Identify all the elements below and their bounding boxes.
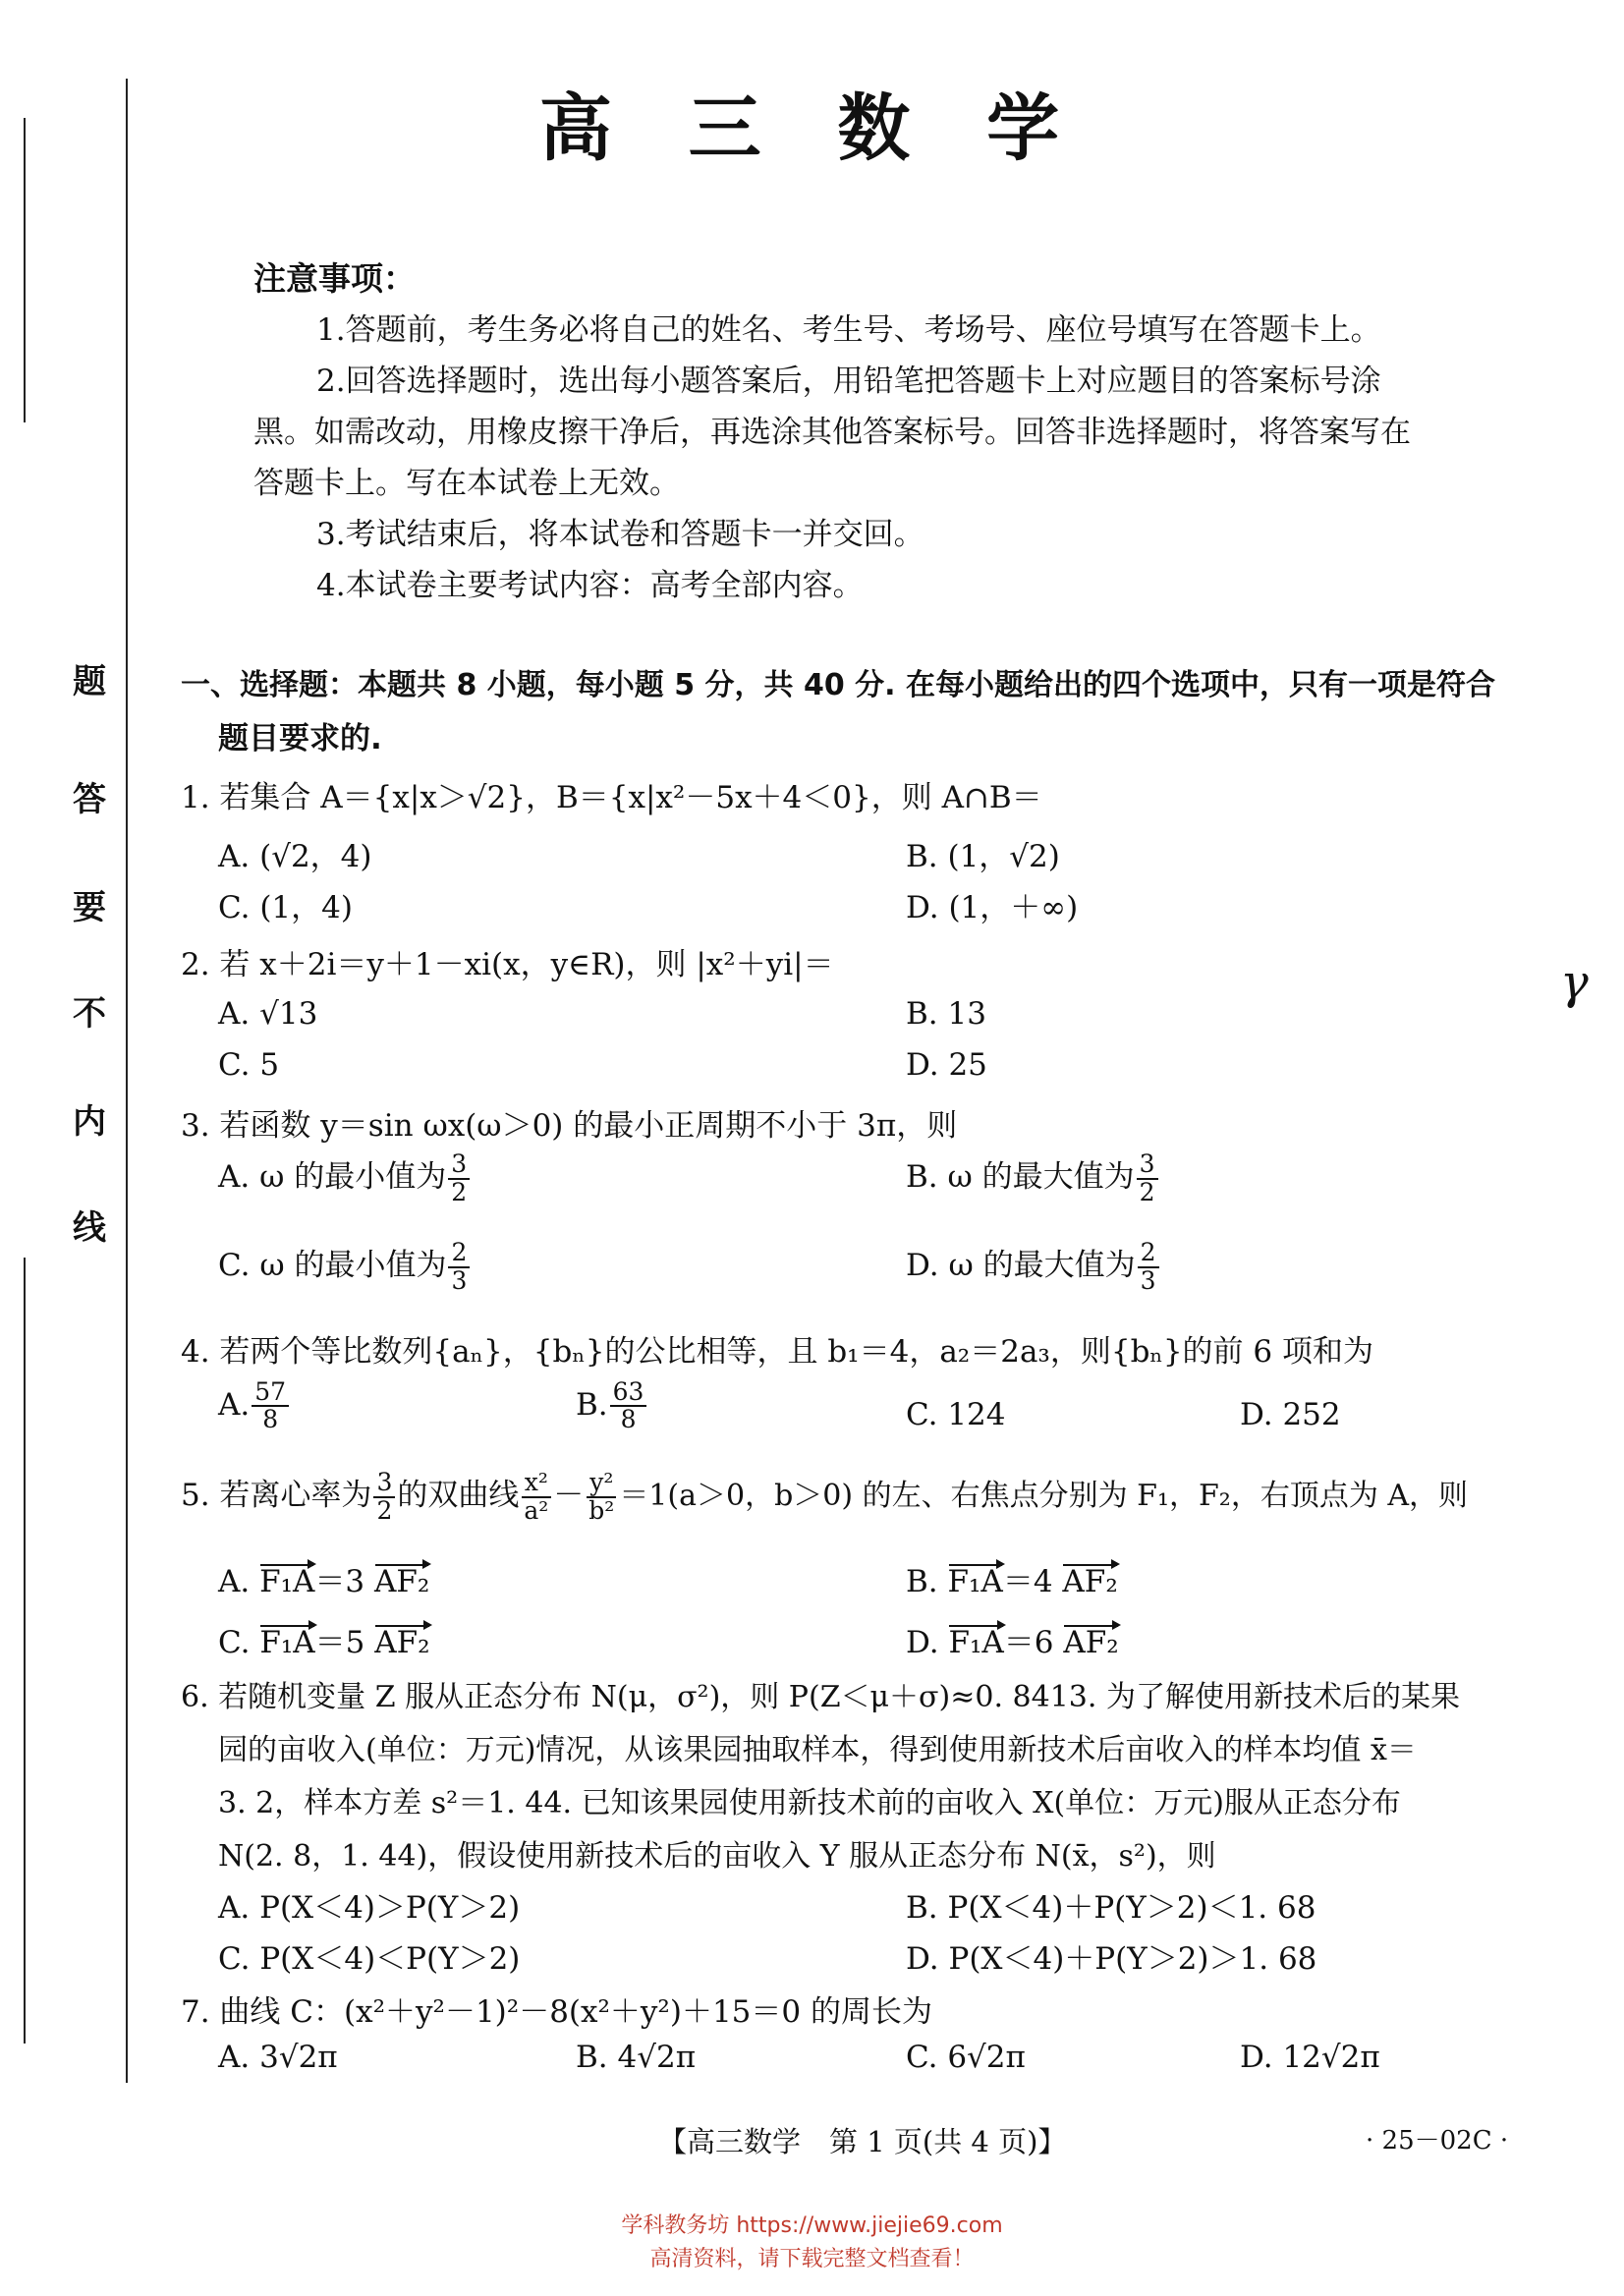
option-b: B. (1，√2) [906,839,1060,874]
fraction [448,1151,470,1205]
option-c [218,1240,472,1294]
fraction-numerator: 2 [1138,1240,1159,1267]
vector: AF₂ [374,1564,430,1599]
notice-item: 4.本试卷主要考试内容：高考全部内容。 [316,568,864,603]
option-c: C. 6√2π [906,2040,1026,2075]
option-label: B. [906,1564,938,1599]
watermark-line: 高清资料，请下载完整文档查看！ [649,2247,975,2271]
handwritten-mark: γ [1560,955,1589,1010]
option-c: C. 124 [906,1397,1006,1432]
fraction [252,1379,289,1433]
vector: AF₂ [1063,1625,1119,1660]
stem-text: 5. 若离心率为 [181,1478,372,1513]
exam-code: · 25－02C · [1366,2126,1509,2156]
question-stem: 2. 若 x＋2i＝y＋1－xi(x，y∈R)，则 |x²＋yi|＝ [181,947,834,982]
fraction [373,1470,395,1524]
coefficient: ＝3 [314,1564,365,1599]
notice-item: 2.回答选择题时，选出每小题答案后，用铅笔把答题卡上对应题目的答案标号涂 [316,364,1381,399]
option-d: D. P(X＜4)＋P(Y＞2)＞1. 68 [906,1941,1317,1977]
option-label: A. [218,1386,251,1423]
fraction-numerator: 3 [448,1151,470,1179]
section-heading: 一、选择题：本题共 8 小题，每小题 5 分，共 40 分. 在每小题给出的四个选项中，只有一项是符合 [181,668,1496,702]
option-label: D. [906,1625,939,1660]
option-d [906,1617,1119,1661]
vector: F₁A [259,1625,315,1660]
option-b [906,1556,1118,1600]
question-stem-cont: 3. 2，样本方差 s²＝1. 44. 已知该果园使用新技术前的亩收入 X(单位：万元)服从正态分布 [218,1786,1401,1820]
option-c: C. P(X＜4)＜P(Y＞2) [218,1941,521,1977]
fraction [610,1379,647,1433]
seal-char: 线 [73,1208,106,1248]
coefficient: ＝5 [314,1625,365,1660]
option-text: A. ω 的最小值为 [218,1159,447,1195]
question-stem: 1. 若集合 A＝{x|x＞√2}，B＝{x|x²－5x＋4＜0}，则 A∩B＝ [181,780,1042,815]
option-b: B. 13 [906,996,986,1032]
option-text: D. ω 的最大值为 [906,1248,1136,1283]
option-d: D. 252 [1240,1397,1341,1432]
page-title: 高 三 数 学 [538,86,1086,171]
question-stem: 6. 若随机变量 Z 服从正态分布 N(μ，σ²)，则 P(Z＜μ＋σ)≈0. 8413. 为了解使用新技术后的某果 [181,1680,1460,1714]
page-footer: 【高三数学 第 1 页(共 4 页)】 [658,2125,1067,2158]
fraction-denominator: 8 [620,1405,637,1434]
seal-char: 不 [73,994,106,1034]
fraction-denominator: 3 [1140,1265,1156,1295]
stem-text: ＝1(a＞0，b＞0) 的左、右焦点分别为 F₁，F₂，右顶点为 A，则 [619,1479,1469,1513]
question-stem: 3. 若函数 y＝sin ωx(ω＞0) 的最小正周期不小于 3π，则 [181,1108,958,1144]
option-b [906,1151,1160,1205]
fraction-numerator: 57 [252,1379,289,1407]
option-label: B. [576,1386,608,1423]
option-a [218,1379,291,1433]
notice-item: 1.答题前，考生务必将自己的姓名、考生号、考场号、座位号填写在答题卡上。 [316,312,1381,348]
fraction-denominator: 8 [262,1405,279,1434]
option-c: C. (1，4) [218,890,353,925]
notice-heading: 注意事项： [253,259,416,298]
fraction-numerator: 63 [610,1379,647,1407]
notice-item: 3.考试结束后，将本试卷和答题卡一并交回。 [316,517,924,552]
option-text: B. ω 的最大值为 [906,1159,1135,1195]
fraction-denominator: 3 [451,1265,468,1295]
margin-rule-left-2 [24,1258,26,2044]
section-heading-cont: 题目要求的. [218,721,382,756]
vector: F₁A [947,1564,1003,1599]
seal-char: 内 [73,1102,106,1142]
vector: AF₂ [1062,1564,1118,1599]
fraction-numerator: 2 [448,1240,470,1267]
stem-text: 的双曲线 [397,1478,520,1513]
option-a: A. (√2，4) [218,839,372,874]
option-d [906,1240,1161,1294]
fraction [586,1470,617,1524]
fraction-denominator: 2 [451,1177,468,1206]
minus-sign: － [553,1478,585,1513]
option-c [218,1617,430,1661]
fraction-denominator: 2 [1139,1177,1155,1206]
watermark-line: 学科教务坊 https://www.jiejie69.com [621,2213,1003,2238]
question-stem-cont: 园的亩收入(单位：万元)情况，从该果园抽取样本，得到使用新技术后亩收入的样本均值 x̄＝ [218,1733,1417,1767]
option-label: A. [218,1564,251,1599]
option-a [218,1556,429,1600]
option-b: B. 4√2π [576,2040,697,2075]
fraction-numerator: 3 [1137,1151,1158,1179]
coefficient: ＝4 [1002,1564,1053,1599]
fraction-denominator: a² [524,1495,549,1525]
question-stem-cont: N(2. 8，1. 44)，假设使用新技术后的亩收入 Y 服从正态分布 N(x̄，s²)，则 [218,1839,1216,1874]
option-a: A. 3√2π [218,2040,338,2075]
coefficient: ＝6 [1003,1625,1054,1660]
notice-item: 答题卡上。写在本试卷上无效。 [253,466,680,501]
fraction [448,1240,470,1294]
option-a: A. √13 [218,996,318,1032]
seal-char: 答 [73,780,106,819]
fraction [1138,1240,1159,1294]
vector: AF₂ [374,1625,430,1660]
fraction-denominator: 2 [376,1495,393,1525]
option-b: B. P(X＜4)＋P(Y＞2)＜1. 68 [906,1890,1316,1926]
fraction-denominator: b² [588,1495,615,1525]
option-text: C. ω 的最小值为 [218,1248,447,1283]
option-c: C. 5 [218,1047,280,1083]
vector: F₁A [259,1564,315,1599]
notice-item: 黑。如需改动，用橡皮擦干净后，再选涂其他答案标号。回答非选择题时，将答案写在 [253,415,1411,450]
option-a: A. P(X＜4)＞P(Y＞2) [218,1890,521,1926]
question-stem: 7. 曲线 C：(x²＋y²－1)²－8(x²＋y²)＋15＝0 的周长为 [181,1994,932,2030]
seal-char: 题 [73,662,106,701]
option-d: D. (1，＋∞) [906,890,1079,925]
question-stem: 4. 若两个等比数列{aₙ}，{bₙ}的公比相等，且 b₁＝4，a₂＝2a₃，则{bₙ}的前 6 项和为 [181,1334,1373,1370]
option-a [218,1151,472,1205]
question-stem [181,1470,1468,1524]
option-b [576,1379,648,1433]
fraction-numerator: x² [522,1470,551,1497]
option-label: C. [218,1625,251,1660]
seal-char: 要 [73,888,106,927]
vector: F₁A [948,1625,1004,1660]
option-d: D. 12√2π [1240,2040,1380,2075]
fraction-numerator: y² [587,1470,616,1497]
margin-rule-main [126,79,128,2083]
fraction [1137,1151,1158,1205]
option-d: D. 25 [906,1047,987,1083]
fraction-numerator: 3 [373,1470,395,1497]
fraction [521,1470,551,1524]
